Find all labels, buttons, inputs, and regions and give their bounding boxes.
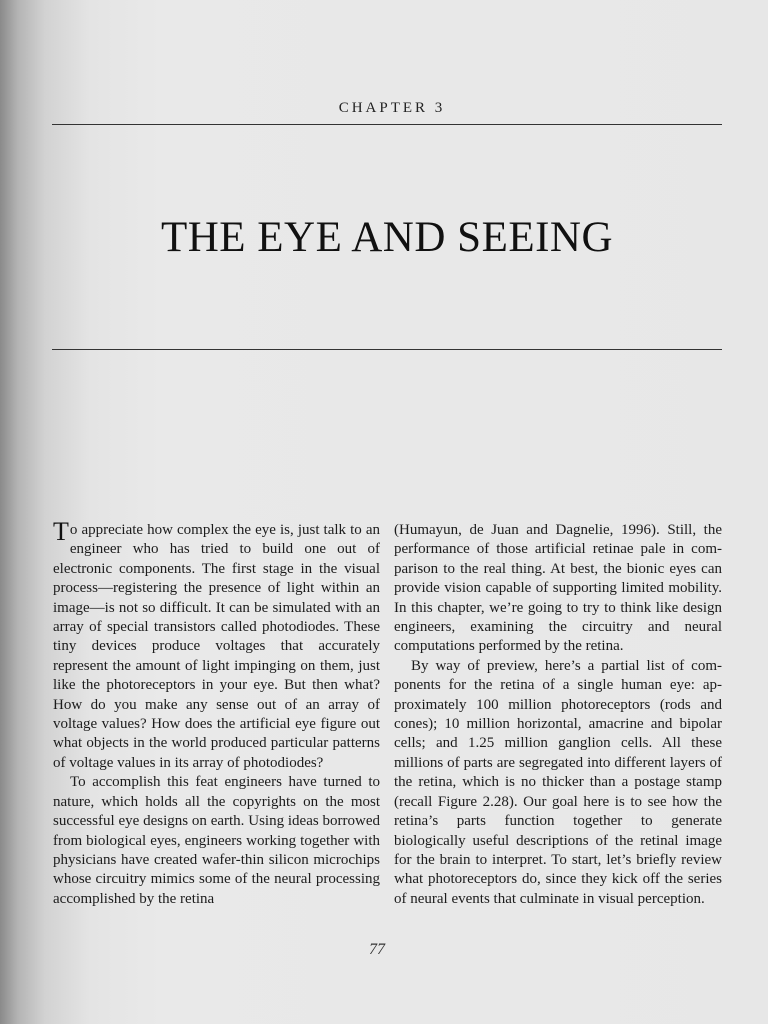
paragraph bbox=[53, 517, 380, 773]
top-rule bbox=[52, 124, 722, 125]
page-number: 77 bbox=[369, 941, 385, 958]
chapter-title: THE EYE AND SEEING bbox=[160, 214, 614, 261]
title-bottom-rule bbox=[52, 349, 722, 350]
paragraph: (Humayun, de Juan and Dagnelie, 1996). Still, the performance of those artificial retinae pale in comparison to the real thing. At best, the bionic eyes can provide vision capable of supporting limited mobility. In this chapter, we’re going to try to think like design engineers, examining the circuitry and neural computations performed by the retina. bbox=[394, 522, 722, 655]
chapter-label: CHAPTER 3 bbox=[338, 100, 446, 116]
right-column bbox=[394, 521, 722, 909]
paragraph-text: o appreciate how complex the eye is, just talk to an engineer who has tried to build one out of electronic components. The first stage in the visual process—registering the presence of light within an image—is not so difficult. It can be simulated with an array of special transistors called photodiodes. These tiny devices produce voltages that accurately represent the amount of light impinging on them, just like the photoreceptors in your eye. But then what? How do you make any sense out of an array of voltage values? How does the artificial eye figure out what objects in the world produced particular patterns of voltage values in its array of photodiodes? bbox=[53, 522, 380, 771]
drop-cap: T bbox=[53, 517, 69, 546]
paragraph: To accomplish this feat engineers have turned to nature, which holds all the copyrights on the most successful eye designs on earth. Using ideas borrowed from biological eyes, engineers working together with physicians have created wafer-thin silicon microchips whose circuitry mimics some of the neural processing accomplished by the retina bbox=[53, 774, 380, 907]
left-column bbox=[53, 517, 380, 909]
paragraph: By way of preview, here’s a partial list of components for the retina of a single human eye: approximately 100 million photoreceptors (rods and cones); 10 million horizontal, amacrine and bipolar cells; and 1.25 million ganglion cells. All these millions of parts are segregated into different layers of the retina, which is no thicker than a postage stamp (recall Figure 2.28). Our goal here is to see how the retina’s parts function together to generate biologically useful descriptions of the retinal image for the brain to interpret. To start, let’s briefly review what photoreceptors do, since they kick off the series of neural events that culminate in visual perception. bbox=[394, 657, 722, 907]
